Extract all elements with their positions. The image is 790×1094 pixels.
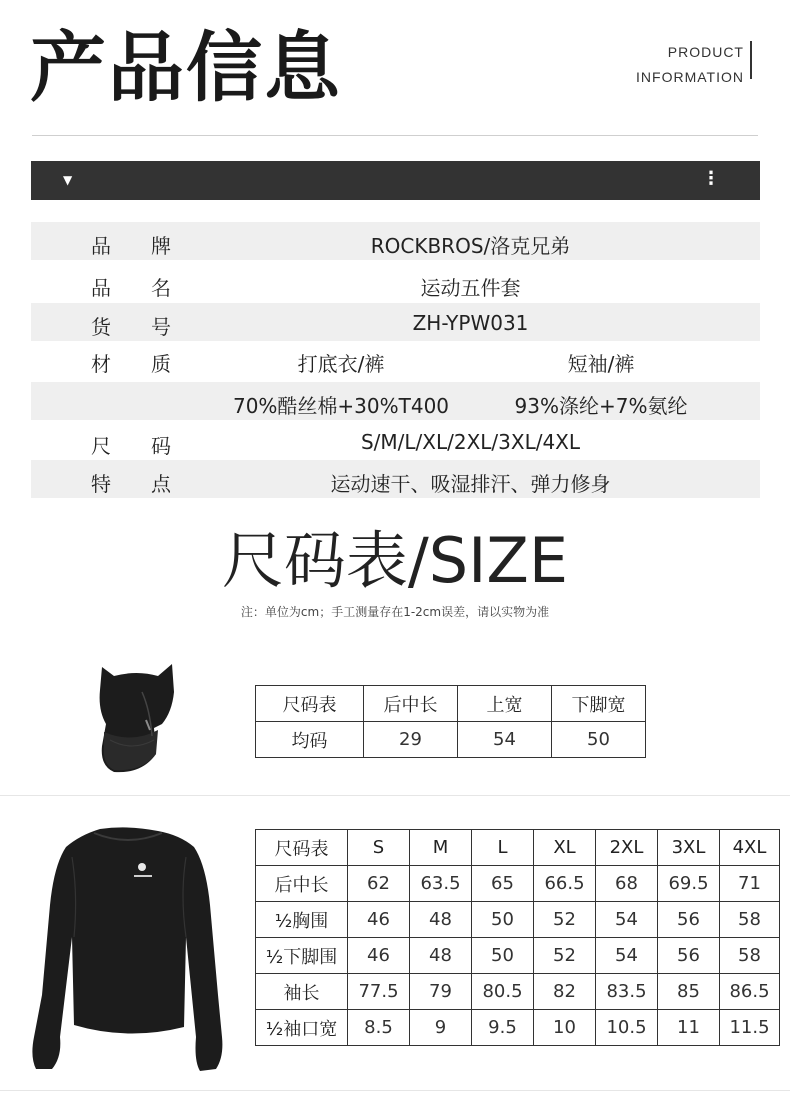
row-label: 号 <box>151 315 171 339</box>
table-cell: 52 <box>534 938 596 974</box>
info-row-material <box>31 340 760 378</box>
table-cell: ½袖口宽 <box>256 1010 348 1046</box>
name-value: 运动五件套 <box>420 276 521 300</box>
info-row-composition <box>31 382 760 420</box>
info-row-name <box>31 264 760 302</box>
table-cell: 58 <box>720 938 780 974</box>
table-cell: 68 <box>596 866 658 902</box>
table-row <box>256 974 780 1010</box>
subtitle-accent-bar <box>750 41 752 79</box>
row-label: 品 <box>91 234 111 258</box>
table-cell: 46 <box>348 938 410 974</box>
table-cell: 52 <box>534 902 596 938</box>
header-divider <box>32 135 758 136</box>
table-cell: 50 <box>552 722 646 758</box>
subtitle-line-1: PRODUCT <box>667 44 744 60</box>
row-label: 特 <box>91 472 111 496</box>
table-cell: 50 <box>472 902 534 938</box>
size-chart-title: 尺码表/SIZE <box>221 524 569 597</box>
table-cell: 8.5 <box>348 1010 410 1046</box>
table-cell: 均码 <box>256 722 364 758</box>
table-header-row <box>256 830 780 866</box>
table-cell: 9.5 <box>472 1010 534 1046</box>
table-cell: 9 <box>410 1010 472 1046</box>
table-cell: 82 <box>534 974 596 1010</box>
table-cell: 63.5 <box>410 866 472 902</box>
triangle-down-icon: ▼ <box>63 173 73 187</box>
more-vertical-icon: ⋮ <box>702 168 720 189</box>
table-cell: ½胸围 <box>256 902 348 938</box>
subtitle-line-2: INFORMATION <box>636 69 744 85</box>
feature-value: 运动速干、吸湿排汗、弹力修身 <box>330 472 611 496</box>
table-cell: 79 <box>410 974 472 1010</box>
size-value: S/M/L/XL/2XL/3XL/4XL <box>360 430 581 454</box>
row-label: 尺 <box>91 434 111 458</box>
row-label: 点 <box>151 472 171 496</box>
table-cell: 83.5 <box>596 974 658 1010</box>
info-row-brand <box>31 222 760 260</box>
table-header-cell: XL <box>534 830 596 866</box>
table-header-cell: 3XL <box>658 830 720 866</box>
table-cell: 54 <box>458 722 552 758</box>
table-cell: 71 <box>720 866 780 902</box>
material-comp-2: 93%涤纶+7%氨纶 <box>514 394 688 418</box>
info-header-bar <box>31 161 760 200</box>
table-cell: 80.5 <box>472 974 534 1010</box>
table-cell: 69.5 <box>658 866 720 902</box>
table-cell: 77.5 <box>348 974 410 1010</box>
row-label: 名 <box>151 276 171 300</box>
table-cell: 54 <box>596 938 658 974</box>
material-col-1: 打底衣/裤 <box>297 352 385 376</box>
table-row <box>256 1010 780 1046</box>
info-row-sku <box>31 303 760 341</box>
table-cell: 58 <box>720 902 780 938</box>
table-cell: 48 <box>410 902 472 938</box>
table-header-cell: 尺码表 <box>256 830 348 866</box>
neck-gaiter-image <box>92 662 182 781</box>
shirt-size-table <box>255 829 780 1046</box>
table-row <box>256 722 646 758</box>
row-label: 品 <box>91 276 111 300</box>
brand-value: ROCKBROS/洛克兄弟 <box>370 234 571 258</box>
table-header-cell: 后中长 <box>364 686 458 722</box>
row-label: 牌 <box>151 234 171 258</box>
table-cell: 65 <box>472 866 534 902</box>
table-row <box>256 902 780 938</box>
table-cell: 56 <box>658 902 720 938</box>
table-cell: 85 <box>658 974 720 1010</box>
table-row <box>256 866 780 902</box>
info-row-feature <box>31 460 760 498</box>
table-cell: 11 <box>658 1010 720 1046</box>
info-row-size <box>31 422 760 460</box>
table-header-cell: L <box>472 830 534 866</box>
table-header-cell: S <box>348 830 410 866</box>
page-title: 产品信息 <box>30 23 342 112</box>
table-cell: 48 <box>410 938 472 974</box>
table-row <box>256 938 780 974</box>
table-cell: 54 <box>596 902 658 938</box>
table-cell: 46 <box>348 902 410 938</box>
table-header-cell: M <box>410 830 472 866</box>
table-header-cell: 4XL <box>720 830 780 866</box>
table-cell: 10.5 <box>596 1010 658 1046</box>
row-label: 材 <box>91 352 111 376</box>
row-label: 码 <box>151 434 171 458</box>
table-header-cell: 尺码表 <box>256 686 364 722</box>
row-label: 质 <box>151 352 171 376</box>
table-header-cell: 下脚宽 <box>552 686 646 722</box>
table-cell: 86.5 <box>720 974 780 1010</box>
section-divider <box>0 795 790 796</box>
table-cell: 后中长 <box>256 866 348 902</box>
table-cell: 62 <box>348 866 410 902</box>
size-chart-note: 注：单位为cm；手工测量存在1-2cm误差，请以实物为准 <box>240 605 550 619</box>
table-cell: 10 <box>534 1010 596 1046</box>
table-header-cell: 上宽 <box>458 686 552 722</box>
neck-size-table <box>255 685 646 758</box>
table-cell: ½下脚围 <box>256 938 348 974</box>
table-cell: 50 <box>472 938 534 974</box>
table-header-cell: 2XL <box>596 830 658 866</box>
table-cell: 11.5 <box>720 1010 780 1046</box>
table-cell: 56 <box>658 938 720 974</box>
table-cell: 29 <box>364 722 458 758</box>
table-cell: 66.5 <box>534 866 596 902</box>
section-divider <box>0 1090 790 1091</box>
sku-value: ZH-YPW031 <box>412 311 529 335</box>
table-cell: 袖长 <box>256 974 348 1010</box>
row-label: 货 <box>91 315 111 339</box>
page-subtitle <box>636 40 744 90</box>
table-header-row <box>256 686 646 722</box>
material-col-2: 短袖/裤 <box>567 352 635 376</box>
material-comp-1: 70%酷丝棉+30%T400 <box>232 394 450 418</box>
base-layer-shirt-image <box>30 825 226 1077</box>
